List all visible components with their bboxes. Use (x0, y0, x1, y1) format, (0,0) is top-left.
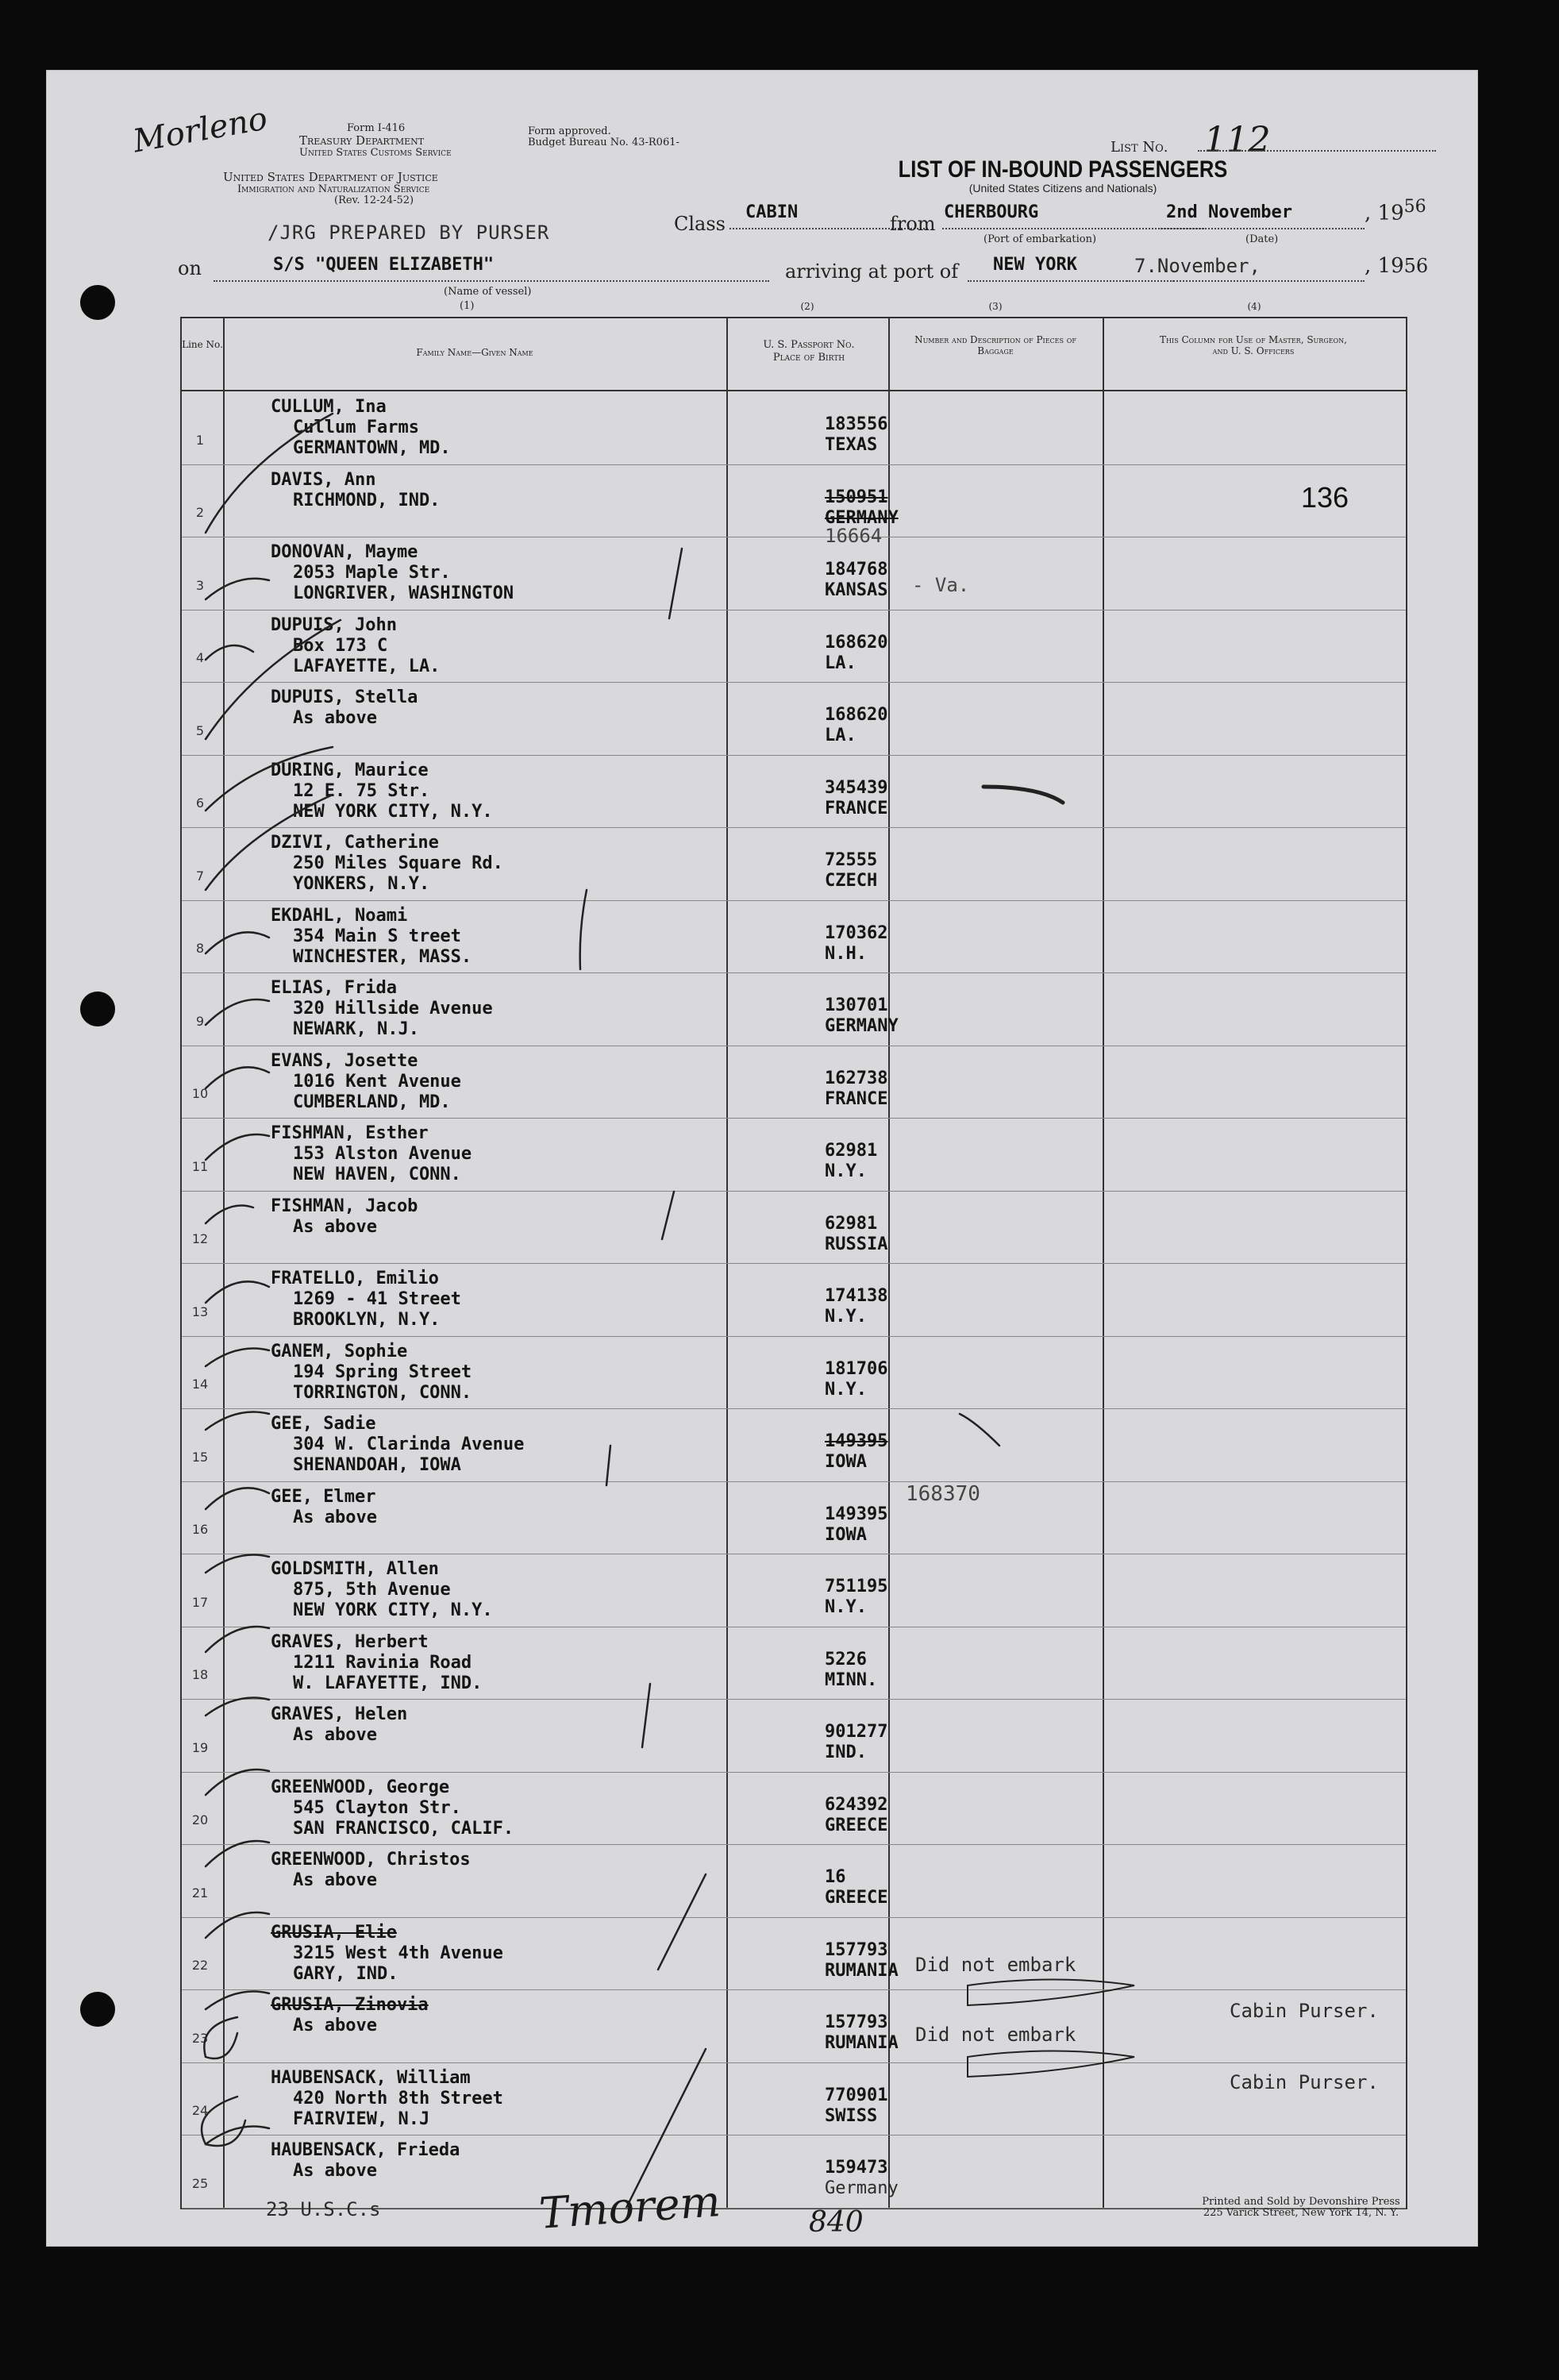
class-label: Class (674, 213, 726, 235)
list-number-field (1111, 120, 1271, 160)
passenger-address: 420 North 8th Street (293, 2088, 503, 2108)
ins-service: Immigration and Naturalization Service (237, 183, 430, 195)
punch-hole (80, 992, 115, 1026)
passenger-address: 12 E. 75 Str. (293, 780, 430, 801)
inspector-signature: Tmorem (537, 2176, 722, 2239)
customs-service: United States Customs Service (299, 146, 452, 159)
officer-count: 136 (1301, 481, 1349, 514)
passport-number: 345439 (825, 777, 888, 798)
place-of-birth: CZECH (825, 871, 878, 891)
passenger-name: GRAVES, Helen (271, 1704, 408, 1724)
passport-number: 168620 (825, 632, 888, 653)
passenger-address: 250 Miles Square Rd. (293, 853, 503, 873)
passenger-address: 354 Main S treet (293, 926, 461, 946)
form-approved: Form approved. (528, 125, 611, 137)
purser-label: Cabin Purser. (1230, 2000, 1379, 2022)
passenger-name: GRAVES, Herbert (271, 1631, 429, 1652)
passenger-address: TORRINGTON, CONN. (293, 1382, 472, 1403)
passenger-name: HAUBENSACK, William (271, 2067, 471, 2088)
line-number: 17 (191, 1594, 209, 1610)
column-2-number: (2) (800, 301, 814, 312)
header-name: Family Name—Given Name (416, 347, 533, 358)
passenger-name: GREENWOOD, George (271, 1777, 450, 1797)
passenger-address: CUMBERLAND, MD. (293, 1092, 451, 1112)
class-value: CABIN (745, 202, 799, 222)
place-of-birth: LA. (825, 726, 856, 745)
year-prefix: , 19 (1365, 254, 1404, 278)
purser-label: Cabin Purser. (1230, 2071, 1379, 2093)
passenger-address: Cullum Farms (293, 418, 419, 437)
page-title: LIST OF IN-BOUND PASSENGERS (898, 156, 1228, 183)
line-number: 23 (191, 2030, 209, 2046)
passenger-address: 194 Spring Street (293, 1361, 472, 1382)
line-number: 22 (191, 1958, 209, 1973)
passenger-name: DONOVAN, Mayme (271, 542, 418, 562)
passport-number: 624392 (825, 1794, 888, 1815)
passenger-name: GRUSIA, Elie (271, 1922, 397, 1943)
place-of-birth: Germany (825, 2178, 899, 2198)
passport-number: 150951 (825, 487, 888, 507)
place-of-birth: N.H. (825, 943, 867, 964)
place-of-birth: N.Y. (825, 1307, 867, 1327)
header-line-no: Line No. (182, 339, 223, 350)
passenger-name: ELIAS, Frida (271, 978, 397, 998)
passenger-address: SHENANDOAH, IOWA (293, 1455, 461, 1475)
passenger-address: SAN FRANCISCO, CALIF. (293, 1818, 514, 1839)
passenger-name: FISHMAN, Jacob (271, 1196, 418, 1216)
date-caption: (Date) (1245, 233, 1279, 245)
printer-address: 225 Varick Street, New York 14, N. Y. (1203, 2207, 1399, 2220)
passport-number: 901277 (825, 1722, 888, 1742)
column-3-number: (3) (988, 301, 1003, 312)
place-of-birth: GREECE (825, 1888, 888, 1908)
passenger-address: As above (293, 1216, 377, 1237)
line-number: 13 (191, 1304, 209, 1319)
passport-number: 16 (825, 1867, 846, 1887)
passenger-name: GOLDSMITH, Allen (271, 1559, 439, 1579)
passport-number: 5226 (825, 1649, 867, 1669)
passport-number: 770901 (825, 2085, 888, 2105)
place-of-birth: GREECE (825, 1815, 888, 1835)
passenger-address: WINCHESTER, MASS. (293, 946, 472, 967)
passenger-address: As above (293, 1870, 377, 1890)
from-label: from (890, 213, 936, 235)
line-number: 16 (191, 1522, 209, 1537)
passport-number: 170362 (825, 922, 888, 943)
line-number: 9 (195, 1013, 205, 1029)
passenger-address: FAIRVIEW, N.J (293, 2108, 430, 2129)
line-number: 15 (191, 1449, 209, 1465)
arrival-port: NEW YORK (993, 255, 1077, 275)
passport-number: 157793 (825, 2012, 888, 2032)
passenger-address: 320 Hillside Avenue (293, 999, 493, 1019)
place-of-birth: GERMANY (825, 1016, 899, 1036)
passenger-name: DUPUIS, Stella (271, 687, 418, 707)
line-number: 25 (191, 2175, 209, 2191)
printer-block (1134, 2197, 1468, 2220)
place-of-birth: RUMANIA (825, 1960, 899, 1981)
arrival-date: 7.November, (1134, 255, 1261, 277)
passenger-address: As above (293, 1507, 377, 1527)
passport-number: 162738 (825, 1068, 888, 1088)
line-number: 11 (191, 1158, 209, 1174)
did-not-embark-note: Did not embark (915, 2024, 1076, 2046)
year-prefix: , 19 (1365, 201, 1404, 225)
passenger-name: GANEM, Sophie (271, 1341, 408, 1361)
birthplace-correction: - Va. (912, 574, 970, 596)
passport-number: 62981 (825, 1141, 878, 1161)
handwritten-note: Morleno (130, 100, 271, 160)
line-number: 6 (195, 795, 205, 811)
place-of-birth: LA. (825, 653, 856, 673)
line-number: 8 (195, 941, 205, 956)
place-of-birth: GERMANY (825, 507, 899, 528)
passenger-address: Box 173 C (293, 635, 388, 656)
passenger-address: 304 W. Clarinda Avenue (293, 1435, 525, 1454)
place-of-birth: IND. (825, 1743, 867, 1762)
passenger-address: As above (293, 708, 377, 728)
passenger-address: NEWARK, N.J. (293, 1019, 419, 1039)
passenger-name: DUPUIS, John (271, 614, 397, 635)
passenger-address: As above (293, 1725, 377, 1745)
place-of-birth: SWISS (825, 2105, 878, 2126)
passenger-name: GEE, Sadie (271, 1414, 376, 1434)
passenger-address: BROOKLYN, N.Y. (293, 1310, 441, 1330)
justice-block (223, 171, 556, 206)
place-of-birth: N.Y. (825, 1379, 867, 1400)
place-of-birth: FRANCE (825, 1088, 888, 1109)
place-of-birth: N.Y. (825, 1161, 867, 1181)
departure-date: 2nd November (1166, 202, 1292, 222)
year-field (1365, 198, 1426, 225)
passenger-name: GREENWOOD, Christos (271, 1850, 471, 1870)
passenger-address: 2053 Maple Str. (293, 563, 451, 583)
passenger-address: NEW YORK CITY, N.Y. (293, 1600, 493, 1620)
passport-number: 130701 (825, 996, 888, 1015)
header-officers: This Column for Use of Master, Surgeon, and U. S. Officers (1160, 334, 1347, 357)
handwritten-number: 840 (809, 2206, 864, 2239)
passenger-name: DAVIS, Ann (271, 469, 376, 490)
passenger-name: FISHMAN, Esther (271, 1123, 429, 1143)
port-caption: (Port of embarkation) (984, 233, 1097, 245)
passenger-address: NEW YORK CITY, N.Y. (293, 801, 493, 822)
passenger-address: W. LAFAYETTE, IND. (293, 1673, 483, 1693)
prepared-by: /JRG PREPARED BY PURSER (268, 221, 550, 244)
on-label: on (178, 257, 202, 279)
vessel-name: S/S "QUEEN ELIZABETH" (273, 255, 495, 275)
printer-name: Printed and Sold by Devonshire Press (1202, 2196, 1400, 2208)
line-number: 5 (195, 722, 205, 738)
punch-hole (80, 1992, 115, 2027)
line-number: 10 (191, 1086, 209, 1101)
passport-number: 168620 (825, 705, 888, 725)
column-1-number: (1) (460, 300, 475, 312)
passenger-address: 1211 Ravinia Road (293, 1652, 472, 1673)
port-embarkation: CHERBOURG (944, 202, 1039, 222)
passenger-name: GRUSIA, Zinovia (271, 1995, 429, 2015)
line-number: 18 (191, 1667, 209, 1682)
treasury-dept: Treasury Department (299, 133, 425, 148)
line-number: 21 (191, 1885, 209, 1901)
passenger-name: FRATELLO, Emilio (271, 1269, 439, 1288)
passenger-name: DURING, Maurice (271, 760, 429, 780)
line-number: 14 (191, 1377, 209, 1392)
line-number: 20 (191, 1812, 209, 1827)
revision: (Rev. 12-24-52) (334, 194, 414, 206)
passenger-address: GARY, IND. (293, 1963, 398, 1984)
place-of-birth: TEXAS (825, 435, 878, 455)
passport-number: 751195 (825, 1577, 888, 1596)
passenger-address: 1016 Kent Avenue (293, 1071, 461, 1092)
line-number: 4 (195, 650, 205, 665)
passenger-address: 875, 5th Avenue (293, 1580, 451, 1600)
page-subtitle: (United States Citizens and Nationals) (968, 182, 1157, 194)
form-id-block (299, 123, 506, 159)
line-number: 19 (191, 1739, 209, 1755)
justice-dept: United States Department of Justice (223, 170, 438, 184)
passenger-address: As above (293, 2016, 377, 2035)
passport-number: 174138 (825, 1286, 888, 1306)
form-sheet (46, 70, 1478, 2247)
year-value: 56 (1403, 197, 1426, 217)
vessel-caption: (Name of vessel) (444, 286, 532, 298)
budget-bureau: Budget Bureau No. 43-R061- (528, 137, 679, 149)
passport-number: 62981 (825, 1213, 878, 1234)
passenger-address: GERMANTOWN, MD. (293, 438, 451, 458)
passport-number: 149395 (825, 1431, 888, 1451)
passport-number: 183556 (825, 414, 888, 434)
passenger-name: HAUBENSACK, Frieda (271, 2140, 460, 2160)
line-number: 24 (191, 2103, 209, 2118)
approval-block (528, 126, 734, 149)
passenger-address: 153 Alston Avenue (293, 1144, 472, 1164)
line-number: 1 (195, 432, 205, 448)
did-not-embark-note: Did not embark (915, 1954, 1076, 1976)
passport-number: 72555 (825, 850, 878, 870)
place-of-birth: RUMANIA (825, 2033, 899, 2053)
place-of-birth: FRANCE (825, 798, 888, 818)
arrival-year-value: 56 (1403, 255, 1429, 277)
passport-number: 159473 (825, 2158, 888, 2178)
arrival-year-field (1365, 255, 1428, 278)
passenger-address: LONGRIVER, WASHINGTON (293, 583, 514, 603)
line-number: 2 (195, 505, 205, 520)
passport-correction: 16664 (825, 525, 883, 547)
passenger-address: NEW HAVEN, CONN. (293, 1165, 461, 1184)
line-number: 3 (195, 577, 205, 593)
footer-count: 23 U.S.C.s (266, 2198, 381, 2220)
pencil-marks (182, 318, 1406, 2208)
passenger-name: GEE, Elmer (271, 1486, 376, 1507)
column-4-number: (4) (1247, 301, 1261, 312)
passport-number: 184768 (825, 560, 888, 580)
passenger-address: LAFAYETTE, LA. (293, 656, 441, 676)
passport-correction: 168370 (906, 1482, 980, 1506)
place-of-birth: IOWA (825, 1452, 867, 1472)
place-of-birth: N.Y. (825, 1597, 867, 1617)
punch-hole (80, 285, 115, 320)
passenger-address: As above (293, 2161, 377, 2181)
passenger-address: YONKERS, N.Y. (293, 874, 430, 894)
passenger-address: 3215 West 4th Avenue (293, 1943, 503, 1963)
header-passport: U. S. Passport No. Place of Birth (763, 339, 855, 364)
list-number: 112 (1203, 120, 1271, 160)
place-of-birth: IOWA (825, 1524, 867, 1545)
place-of-birth: KANSAS (825, 580, 888, 600)
passenger-address: 1269 - 41 Street (293, 1289, 461, 1309)
passenger-table (180, 301, 1407, 2209)
passenger-name: EVANS, Josette (271, 1050, 418, 1071)
passenger-name: DZIVI, Catherine (271, 833, 439, 853)
line-number: 7 (195, 868, 205, 884)
passenger-address: 545 Clayton Str. (293, 1797, 461, 1818)
passport-number: 157793 (825, 1939, 888, 1960)
passenger-name: CULLUM, Ina (271, 397, 387, 417)
line-number: 12 (191, 1231, 209, 1246)
passport-number: 149395 (825, 1504, 888, 1524)
passport-number: 181706 (825, 1358, 888, 1379)
place-of-birth: RUSSIA (825, 1234, 888, 1254)
title-block (841, 156, 1285, 194)
header-baggage: Number and Description of Pieces of Baggage (914, 334, 1076, 357)
arriving-label: arriving at port of (785, 260, 959, 283)
passenger-address: RICHMOND, IND. (293, 490, 441, 510)
place-of-birth: MINN. (825, 1669, 878, 1690)
form-number: Form I-416 (347, 122, 406, 134)
list-label: List No. (1111, 139, 1168, 156)
passenger-name: EKDAHL, Noami (271, 905, 408, 926)
